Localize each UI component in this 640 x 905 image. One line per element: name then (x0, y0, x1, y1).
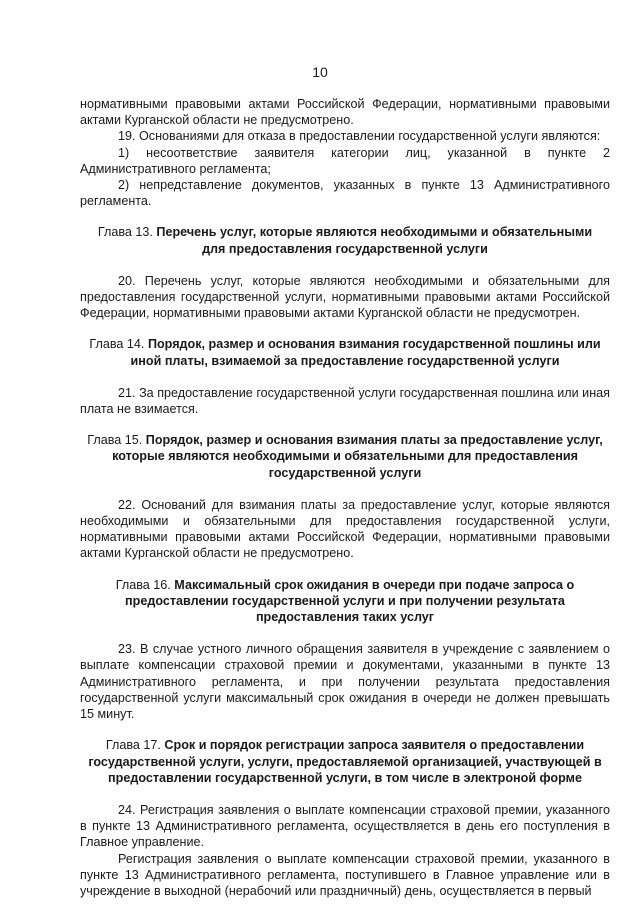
chapter-16-title: Максимальный срок ожидания в очереди при подаче запроса о предоставлении государственной услуги и при получении результата предоставления таких услуг (125, 577, 575, 625)
paragraph-continuation: нормативными правовыми актами Российской Федерации, нормативными правовыми актами Курганской области не предусмотрено. (80, 97, 610, 128)
chapter-16-prefix: Глава 16. (115, 577, 175, 592)
chapter-13-title: Перечень услуг, которые являются необходимыми и обязательными для предоставления государственной услуги (156, 225, 593, 256)
paragraph-24-registration: Регистрация заявления о выплате компенсации страховой премии, указанного в пункте 13 Административного регламента, поступившего в Главное управление или в учреждение в выходной (нерабочий или праздничный) день, осуществляется в первый (80, 851, 610, 898)
paragraph-22: 22. Оснований для взимания платы за предоставление услуг, которые являются необходимыми и обязательными для предоставления государственной услуги, нормативными правовыми актами Российской Федерации, нормативными правовыми актами Курганской области не предусмотрено. (80, 497, 610, 561)
chapter-15-prefix: Глава 15. (87, 433, 146, 448)
paragraph-19-item-1: 1) несоответствие заявителя категории лиц, указанной в пункте 2 Административного регламента; (80, 145, 610, 176)
paragraph-19: 19. Основаниями для отказа в предоставлении государственной услуги являются: (118, 129, 601, 144)
chapter-14-prefix: Глава 14. (89, 337, 148, 352)
chapter-15-heading (80, 432, 610, 481)
paragraph-24: 24. Регистрация заявления о выплате компенсации страховой премии, указанного в пункте 13 Административного регламента, осуществляется в день его поступления в Главное управление. (80, 802, 610, 850)
chapter-13-heading (80, 224, 610, 256)
document-body (80, 96, 610, 899)
paragraph-19-item-2: 2) непредставление документов, указанных в пункте 13 Административного регламента. (80, 178, 610, 209)
page-number: 10 (312, 64, 328, 80)
chapter-17-heading (80, 737, 610, 786)
chapter-16-heading (80, 577, 610, 626)
chapter-14-title: Порядок, размер и основания взимания государственной пошлины или иной платы, взимаемой за предоставление государственной услуги (130, 337, 601, 368)
paragraph-20: 20. Перечень услуг, которые являются необходимыми и обязательными для предоставления государственной услуги, нормативными правовыми актами Российской Федерации, нормативными правовыми актами Курганской области не предусмотрен. (80, 273, 610, 321)
chapter-14-heading (80, 336, 610, 368)
chapter-15-title: Порядок, размер и основания взимания платы за предоставление услуг, которые являются необходимыми и обязательными для предоставления государственной услуги (112, 433, 603, 480)
paragraph-23: 23. В случае устного личного обращения заявителя в учреждение с заявлением о выплате компенсации страховой премии и документами, указанными в пункте 13 Административного регламента, и при получении результата предоставления государственной услуги максимальный срок ожидания в очереди не должен превышать 15 минут. (80, 642, 610, 722)
paragraph-21: 21. За предоставление государственной услуги государственная пошлина или иная плата не взимается. (80, 385, 610, 417)
chapter-13-prefix: Глава 13. (97, 225, 157, 240)
chapter-17-title: Срок и порядок регистрации запроса заявителя о предоставлении государственной услуги, услуги, предоставляемой организацией, участвующей в предоставлении государственной услуги, в том числе в электроной форме (88, 738, 602, 785)
chapter-17-prefix: Глава 17. (105, 738, 165, 753)
